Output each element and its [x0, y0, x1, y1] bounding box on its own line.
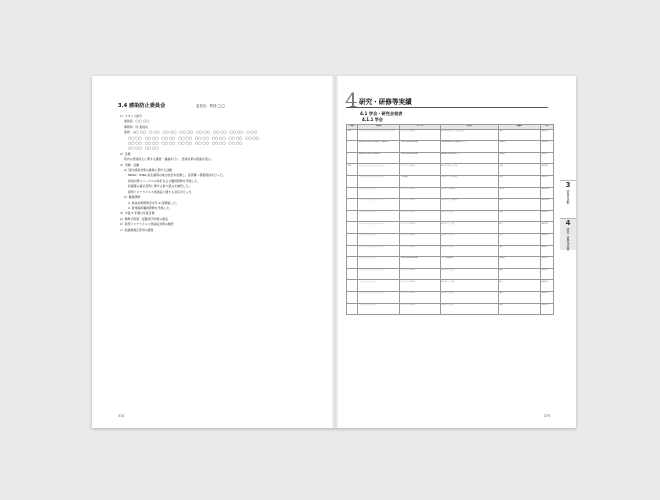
table-cell-conf: 第◯回 ◯◯学会総会 [440, 175, 498, 187]
table-cell-conf: International Congress of ◯◯ [440, 141, 498, 153]
table-cell-conf: 第◯回 ◯◯学術集会 [440, 199, 498, 211]
table-cell-title: タイトル（日本語） [400, 129, 440, 141]
body-line: 2）目標 [120, 151, 131, 156]
table-body [347, 129, 554, 315]
table-cell-date: 2021.11 [540, 222, 553, 234]
section-body [120, 114, 306, 233]
table-cell-authors: Name A, Name B, Name C, Name D [358, 141, 400, 153]
body-line: 1. 感染対策研修会を年 2 回開催した。 [128, 200, 179, 205]
table-cell-venue: 札幌 [498, 210, 540, 222]
body-line: ◯◯ ◯◯ ◯◯ ◯◯ ◯◯ ◯◯ ◯◯ ◯◯ ◯◯ ◯◯ ◯◯ ◯◯ ◯◯ ◯◯ ◯◯ ◯◯ [128, 135, 260, 140]
body-line: 新型コロナウイルス感染症に関する対応を行った。 [128, 189, 195, 194]
table-cell-conf: ◯◯ Congress [440, 257, 498, 269]
table-cell-authors: ◯◯ ◯◯, ◯◯ ◯◯, ◯◯ ◯◯ [358, 245, 400, 257]
table-cell-venue: 東京 [498, 129, 540, 141]
table-cell-conf: 第◯回 ◯◯学会 [440, 245, 498, 257]
table-cell-title: タイトル（日本語） [400, 164, 440, 176]
table-cell-authors: ◯◯ ◯◯, ◯◯ ◯◯, ◯◯ ◯◯ [358, 291, 400, 303]
table-cell-sect [347, 175, 358, 187]
table-cell-conf: 第◯回 ◯◯学会 [440, 280, 498, 292]
table-row [347, 245, 554, 257]
table-row [347, 210, 554, 222]
table-cell-date: 2021.9 [540, 175, 553, 187]
table-cell-authors: ◯◯ ◯◯, ◯◯ ◯◯, ◯◯ ◯◯ [358, 222, 400, 234]
body-line: b）職員研修 [124, 195, 141, 200]
table-cell-title: タイトル（日本語） [400, 187, 440, 199]
table-cell-sect [347, 141, 358, 153]
body-line: ◯◯ ◯◯ ◯◯ ◯◯ ◯◯ ◯◯ ◯◯ ◯◯ ◯◯ ◯◯ ◯◯ ◯◯ ◯◯ ◯◯ [128, 141, 243, 146]
table-cell-sect [347, 210, 358, 222]
table-header-cell: 開催地 [498, 125, 540, 130]
table-cell-conf: Annual Meeting of ◯◯ [440, 152, 498, 164]
table-cell-authors: ◯◯ ◯◯, ◯◯ ◯◯ [358, 303, 400, 315]
table-cell-venue: 東京 [498, 245, 540, 257]
table-cell-venue: Online [498, 257, 540, 269]
table-cell-venue: Online [498, 141, 540, 153]
table-cell-authors: ◯◯ ◯◯, ◯◯ ◯◯ [358, 187, 400, 199]
table-cell-authors: ◯◯ ◯◯, ◯◯ ◯◯ [358, 233, 400, 245]
table-cell-conf: 第◯回 ◯◯学会 [440, 210, 498, 222]
table-cell-title: タイトル（日本語） [400, 222, 440, 234]
body-line: 抗菌薬の適正使用に関する取り組みを継続した。 [128, 184, 192, 189]
table-row [347, 152, 554, 164]
right-page [338, 76, 576, 428]
chapter-rule [346, 107, 548, 108]
page-number-left: 374 [118, 414, 125, 418]
chapter-tab-number: 3 [565, 181, 571, 189]
section-heading: 3.4 感染防止委員会 [118, 103, 166, 109]
body-line: 3）実績・活動 [120, 162, 140, 167]
table-cell-date: 2021.10 [540, 187, 553, 199]
table-cell-title: タイトル（日本語） [400, 233, 440, 245]
table-cell-title: タイトル（日本語） [400, 268, 440, 280]
body-line: 委員：山◯ ◯◯ ◯ ◯◯ ◯◯ ◯◯ ◯◯ ◯◯ ◯◯ ◯◯ ◯◯ ◯◯ ◯◯ ◯◯ ◯ ◯◯ [124, 130, 257, 135]
table-cell-authors: ◯◯ ◯◯, ◯◯ ◯◯ [358, 280, 400, 292]
table-cell-title: タイトル（日本語） [400, 291, 440, 303]
table-cell-title: タイトル（日本語） [400, 303, 440, 315]
table-cell-authors: ◯◯ ◯◯, ◯◯ ◯◯, ◯◯ ◯◯, ◯◯ ◯◯ [358, 129, 400, 141]
table-row [347, 268, 554, 280]
table-cell-title: タイトル（日本語） [400, 280, 440, 292]
table-cell-date: 2021.6 [540, 141, 553, 153]
body-line: a）標準予防策、経路別予防策の徹底 [120, 216, 169, 221]
table-cell-authors: ◯◯ ◯◯, ◯◯ ◯◯ [358, 210, 400, 222]
table-cell-date: 2022.3 [540, 291, 553, 303]
table-cell-sect [347, 199, 358, 211]
table-cell-conf: 第◯回 ◯◯研究会 [440, 187, 498, 199]
table-header-cell: 学会名 [440, 125, 498, 130]
table-cell-sect [347, 291, 358, 303]
body-line: 委員長：◯◯ ◯◯ [124, 119, 150, 124]
table-cell-date: 2021.10 [540, 199, 553, 211]
table-cell-sect [347, 245, 358, 257]
table-cell-venue: 大阪 [498, 164, 540, 176]
table-cell-title: Title of presentation [400, 152, 440, 164]
table-cell-venue: 広島 [498, 233, 540, 245]
table-cell-sect: 内科 [347, 129, 358, 141]
table-row [347, 222, 554, 234]
table-cell-title: 一般演題 [400, 175, 440, 187]
table-cell-date: 2021.11 [540, 210, 553, 222]
table-cell-venue: 東京 [498, 291, 540, 303]
book-spread [92, 76, 576, 428]
body-line: MRSA・ESBL 産生菌等の検出状況を把握し、各部署へ情報提供を行った。 [128, 173, 226, 178]
body-line: a）院内感染対策の推進に関する活動 [124, 168, 173, 173]
table-cell-sect [347, 268, 358, 280]
table-cell-date: 2022.1 [540, 245, 553, 257]
table-cell-conf: 第◯回 ◯◯学会 [440, 303, 498, 315]
table-cell-sect [347, 280, 358, 292]
table-cell-date: 2022.3 [540, 280, 553, 292]
table-header-cell: 年月 [540, 125, 553, 130]
table-row [347, 280, 554, 292]
table-cell-venue: 東京 [498, 303, 540, 315]
table-header-cell: タイトル [400, 125, 440, 130]
table-cell-date: 2021.5 [540, 129, 553, 141]
page-number-right: 375 [543, 414, 550, 418]
body-line: 4）今後 5 年間の年度目標 [120, 211, 155, 216]
table-cell-title: Title of presentation [400, 141, 440, 153]
table-cell-conf: 第◯回 日本◯◯学会学術集会 [440, 129, 498, 141]
table-cell-venue: 神戸 [498, 280, 540, 292]
table-cell-authors: ◯◯ ◯◯, ◯◯ ◯◯, ◯◯ ◯◯ [358, 175, 400, 187]
chapter-tab [560, 218, 576, 250]
table-row [347, 187, 554, 199]
body-line: 感染対策マニュアルの改訂および職員研修を実施した。 [128, 178, 201, 183]
table-cell-date: 2021.7 [540, 152, 553, 164]
table-row [347, 199, 554, 211]
chapter-title: 研究・研修等実績 [359, 98, 412, 106]
table-cell-venue: Online [498, 152, 540, 164]
table-cell-date: 2022.3 [540, 303, 553, 315]
body-line: c）抗菌薬適正使用の推進 [120, 227, 154, 232]
table-cell-date: 2021.12 [540, 233, 553, 245]
table-cell-authors: ◯◯ ◯◯, ◯◯ ◯◯, ◯◯ ◯◯ [358, 199, 400, 211]
table-cell-sect [347, 303, 358, 315]
chapter-tab-number: 4 [565, 219, 571, 227]
table-cell-conf: 第◯回 ◯◯学会 [440, 268, 498, 280]
table-row [347, 175, 554, 187]
table-row [347, 233, 554, 245]
table-cell-authors: ◯◯ ◯◯, ◯◯ ◯◯, ◯◯ ◯◯ [358, 268, 400, 280]
table-cell-title: タイトル（日本語） [400, 210, 440, 222]
chapter-number: 4 [345, 88, 358, 112]
table-cell-sect: 外科 [347, 164, 358, 176]
table-cell-conf: 第◯回 ◯◯学会 [440, 222, 498, 234]
chapter-tab [560, 180, 576, 204]
chapter-tab-label: 委員会活動 [566, 190, 570, 204]
table-cell-venue: 福岡 [498, 199, 540, 211]
subsection-title: 4.1.1 学会 [362, 117, 383, 122]
body-line: 事務局：同 委員長 [124, 124, 149, 129]
table-cell-venue: 名古屋 [498, 187, 540, 199]
body-line: 2. 新規採用職員研修を実施した。 [128, 205, 173, 210]
table-cell-title: Title of presentation [400, 257, 440, 269]
table-cell-venue: 京都 [498, 175, 540, 187]
table-cell-sect [347, 257, 358, 269]
table-row [347, 303, 554, 315]
table-cell-title: タイトル（日本語） [400, 199, 440, 211]
table-cell-conf: 第◯回 ◯◯学会 [440, 291, 498, 303]
body-line: ◯◯ ◯◯ ◯◯ ◯◯ [128, 146, 159, 151]
committee-chair: 委員長：教授 ◯◯ [196, 104, 226, 108]
presentation-table [346, 124, 554, 315]
section-title: 4.1 学会・研究会発表 [360, 111, 403, 116]
table-row [347, 141, 554, 153]
body-line: b）新型コロナウイルス感染症対策の継続 [120, 222, 174, 227]
table-row [347, 291, 554, 303]
table-cell-authors: ◯◯ ◯◯, ◯◯ ◯◯, ◯◯ ◯◯ [358, 164, 400, 176]
table-cell-date: 2022.2 [540, 257, 553, 269]
table-cell-date: 2022.2 [540, 268, 553, 280]
table-cell-sect [347, 152, 358, 164]
table-cell-sect [347, 233, 358, 245]
table-cell-title: タイトル（日本語） [400, 245, 440, 257]
table-cell-venue: 仙台 [498, 222, 540, 234]
table-row [347, 164, 554, 176]
table-cell-authors: Name A, Name B, Name C [358, 152, 400, 164]
chapter-tab-label: 研究・研修等実績 [566, 228, 570, 251]
table-cell-sect [347, 187, 358, 199]
body-line: 院内の感染防止に関する調査・審議を行い、感染対策の推進を図る。 [124, 157, 214, 162]
body-line: 1）スタッフ紹介 [120, 114, 143, 118]
table-cell-venue: 横浜 [498, 268, 540, 280]
table-cell-conf: 第◯回 日本◯◯学会 [440, 164, 498, 176]
table-cell-conf: 第◯回 ◯◯学会 [440, 233, 498, 245]
left-page [92, 76, 332, 428]
table-row [347, 129, 554, 141]
table-header-cell: 発表者 [358, 125, 400, 130]
table-row [347, 257, 554, 269]
table-cell-sect [347, 222, 358, 234]
table-cell-date: 2021.8 [540, 164, 553, 176]
table-cell-authors: ◯◯ ◯◯, ◯◯ ◯◯ [358, 257, 400, 269]
table-header-cell: 部局 [347, 125, 358, 130]
